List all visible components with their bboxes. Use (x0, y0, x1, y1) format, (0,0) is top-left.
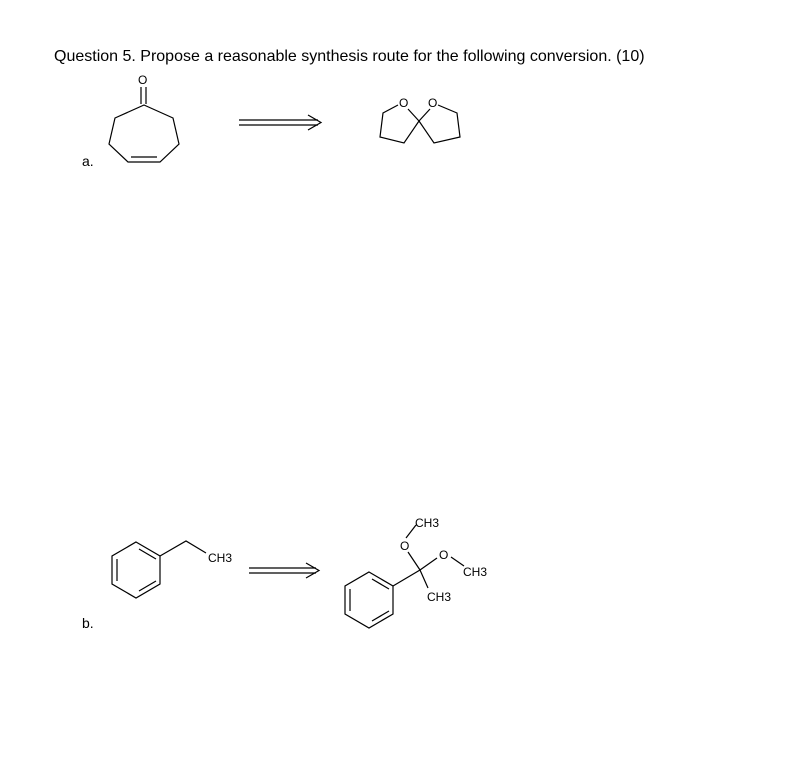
part-a-reactant (109, 73, 179, 162)
benzene-ring (112, 542, 160, 598)
aromatic-bond-2 (139, 581, 156, 591)
part-a-product-oxygen-label-2: O (428, 96, 438, 110)
part-a-product-oxygen-label-1: O (399, 96, 409, 110)
question-title: Question 5. Propose a reasonable synthesis route for the following conversion. (10) (54, 48, 645, 65)
part-b-reactant (112, 541, 232, 598)
part-a-product (380, 96, 460, 143)
ketal-methyl-bond (420, 570, 428, 588)
spiro-o-bond (419, 109, 430, 121)
part-b-product-oxygen-label-1: O (400, 539, 410, 553)
part-b-product-ch3-label-3: CH3 (427, 590, 452, 604)
product-aromatic-bond-3 (372, 579, 389, 589)
part-b-product-ch3-label-2: CH3 (463, 565, 488, 579)
spiro-right-ring (419, 105, 460, 143)
part-a-label: a. (82, 153, 94, 169)
ketal-o2-bond (420, 558, 437, 570)
spiro-left-ring (380, 105, 419, 143)
seven-membered-ring (109, 105, 179, 162)
ketal-o1-bond (408, 552, 420, 570)
ring-to-ketal-bond (393, 570, 420, 586)
part-b-reaction-arrow (249, 563, 319, 578)
propyl-chain (160, 541, 206, 556)
part-a-reactant-oxygen-label: O (138, 73, 148, 87)
product-benzene-ring (345, 572, 393, 628)
aromatic-bond-3 (139, 549, 156, 559)
part-b-product (345, 516, 487, 628)
part-b-label: b. (82, 615, 94, 631)
part-a-reaction-arrow (239, 115, 321, 130)
part-b-product-oxygen-label-2: O (439, 548, 449, 562)
product-aromatic-bond-2 (372, 611, 389, 621)
part-b-product-ch3-label-1: CH3 (415, 516, 440, 530)
part-b-reactant-ch3-label: CH3 (208, 551, 233, 565)
